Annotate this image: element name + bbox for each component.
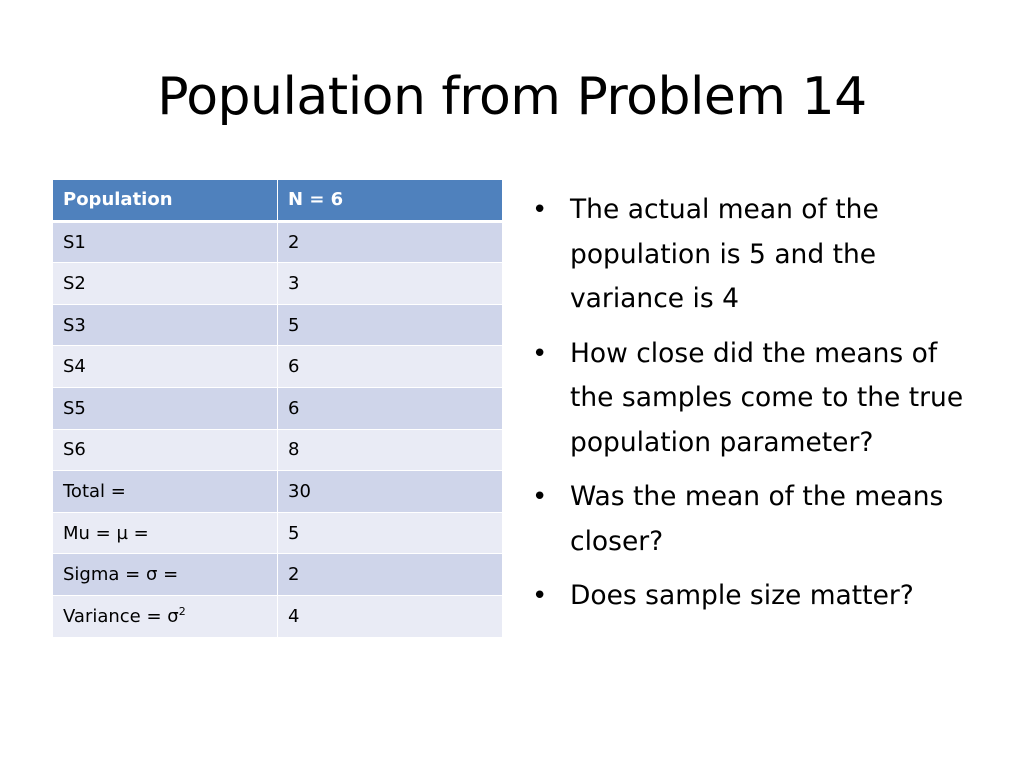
row-label: S3 [53,304,278,346]
header-n: N = 6 [278,180,503,222]
row-label: S1 [53,221,278,263]
table-row [53,221,503,263]
bullet-item [530,332,970,466]
bullet-dot-icon: • [532,195,548,225]
row-label: S5 [53,387,278,429]
bullet-item [530,475,970,564]
row-value: 4 [278,595,503,637]
bullet-text: Does sample size matter? [570,580,914,611]
bullet-item [530,574,970,619]
table-row [53,387,503,429]
row-value: 6 [278,387,503,429]
table-row [53,263,503,305]
table-row [53,595,503,637]
row-value: 8 [278,429,503,471]
row-value: 6 [278,346,503,388]
variance-exponent: 2 [178,604,186,618]
bullet-list [530,188,970,629]
bullet-dot-icon: • [532,581,548,611]
row-label-variance [53,595,278,637]
table-header-row [53,180,503,222]
table-row [53,554,503,596]
bullet-item [530,188,970,322]
bullet-dot-icon: • [532,338,548,369]
table-row [53,304,503,346]
row-value: 5 [278,304,503,346]
header-population: Population [53,180,278,222]
row-value: 2 [278,221,503,263]
row-label: S4 [53,346,278,388]
bullet-text: Was the mean of the means closer? [570,481,944,557]
row-value: 3 [278,263,503,305]
row-value: 5 [278,512,503,554]
table-row [53,512,503,554]
bullet-text: The actual mean of the population is 5 and the variance is 4 [570,194,879,314]
variance-label-text: Variance = σ [63,605,179,627]
row-label: Total = [53,471,278,513]
table-row [53,346,503,388]
slide-title: Population from Problem 14 [157,67,867,127]
row-label: Mu = µ = [53,512,278,554]
bullet-dot-icon: • [532,482,548,512]
row-value: 2 [278,554,503,596]
table-row [53,429,503,471]
population-table [52,179,503,638]
row-label: S6 [53,429,278,471]
row-label: S2 [53,263,278,305]
bullet-text: How close did the means of the samples come to the true population parameter? [570,337,964,458]
row-label: Sigma = σ = [53,554,278,596]
table-row [53,471,503,513]
row-value: 30 [278,471,503,513]
